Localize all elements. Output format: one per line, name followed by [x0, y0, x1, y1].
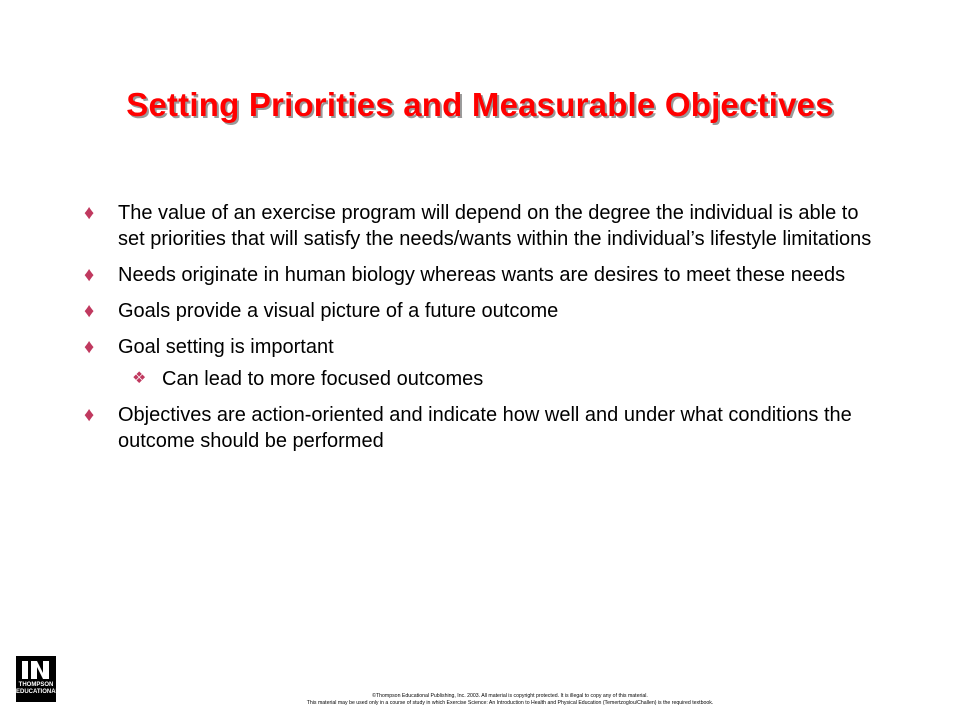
diamond-bullet-icon: ♦: [84, 264, 95, 286]
diamond-bullet-icon: ♦: [84, 300, 95, 322]
bullet-text: Goals provide a visual picture of a future outcome: [118, 300, 559, 322]
sub-bullet-text: Can lead to more focused outcomes: [162, 368, 484, 390]
bullet-text: Needs originate in human biology whereas wants are desires to meet these needs: [118, 264, 846, 286]
logo-line-2: EDUCATIONAL: [16, 689, 60, 695]
bullet-item: [84, 402, 874, 454]
logo-line-1: THOMPSON: [18, 682, 54, 688]
footer-line-2: This material may be used only in a course of study in which Exercise Science: An Introduction to Health and Physical Education (Temertzoglou/Challen) is the required textbook.: [306, 700, 714, 706]
bullet-item: [84, 200, 874, 252]
bullet-text: The value of an exercise program will depend on the degree the individual is able to set priorities that will satisfy the needs/wants within the individual’s lifestyle limitations: [118, 202, 872, 250]
bullet-list: [84, 200, 874, 464]
footer-line-1: ©Thompson Educational Publishing, Inc. 2003. All material is copyright protected. It is illegal to copy any of this material.: [372, 693, 648, 699]
bullet-text: Goal setting is important: [118, 336, 334, 358]
diamond-bullet-icon: ♦: [84, 404, 95, 426]
slide-title: Setting Priorities and Measurable Objectives: [126, 86, 834, 123]
diamond-bullet-icon: ♦: [84, 202, 95, 224]
bullet-item: [84, 298, 874, 324]
bullet-item: [84, 262, 874, 288]
bullet-item: [84, 334, 874, 360]
sub-bullet-item: [84, 366, 874, 392]
diamond-bullet-icon: ♦: [84, 336, 95, 358]
thompson-logo: [16, 656, 60, 702]
logo-text: [16, 682, 60, 696]
star-bullet-icon: ❖: [132, 370, 147, 387]
thompson-logo-icon: [20, 659, 52, 681]
bullet-text: Objectives are action-oriented and indicate how well and under what conditions the outcome should be performed: [118, 404, 852, 452]
copyright-footer: [160, 693, 860, 707]
